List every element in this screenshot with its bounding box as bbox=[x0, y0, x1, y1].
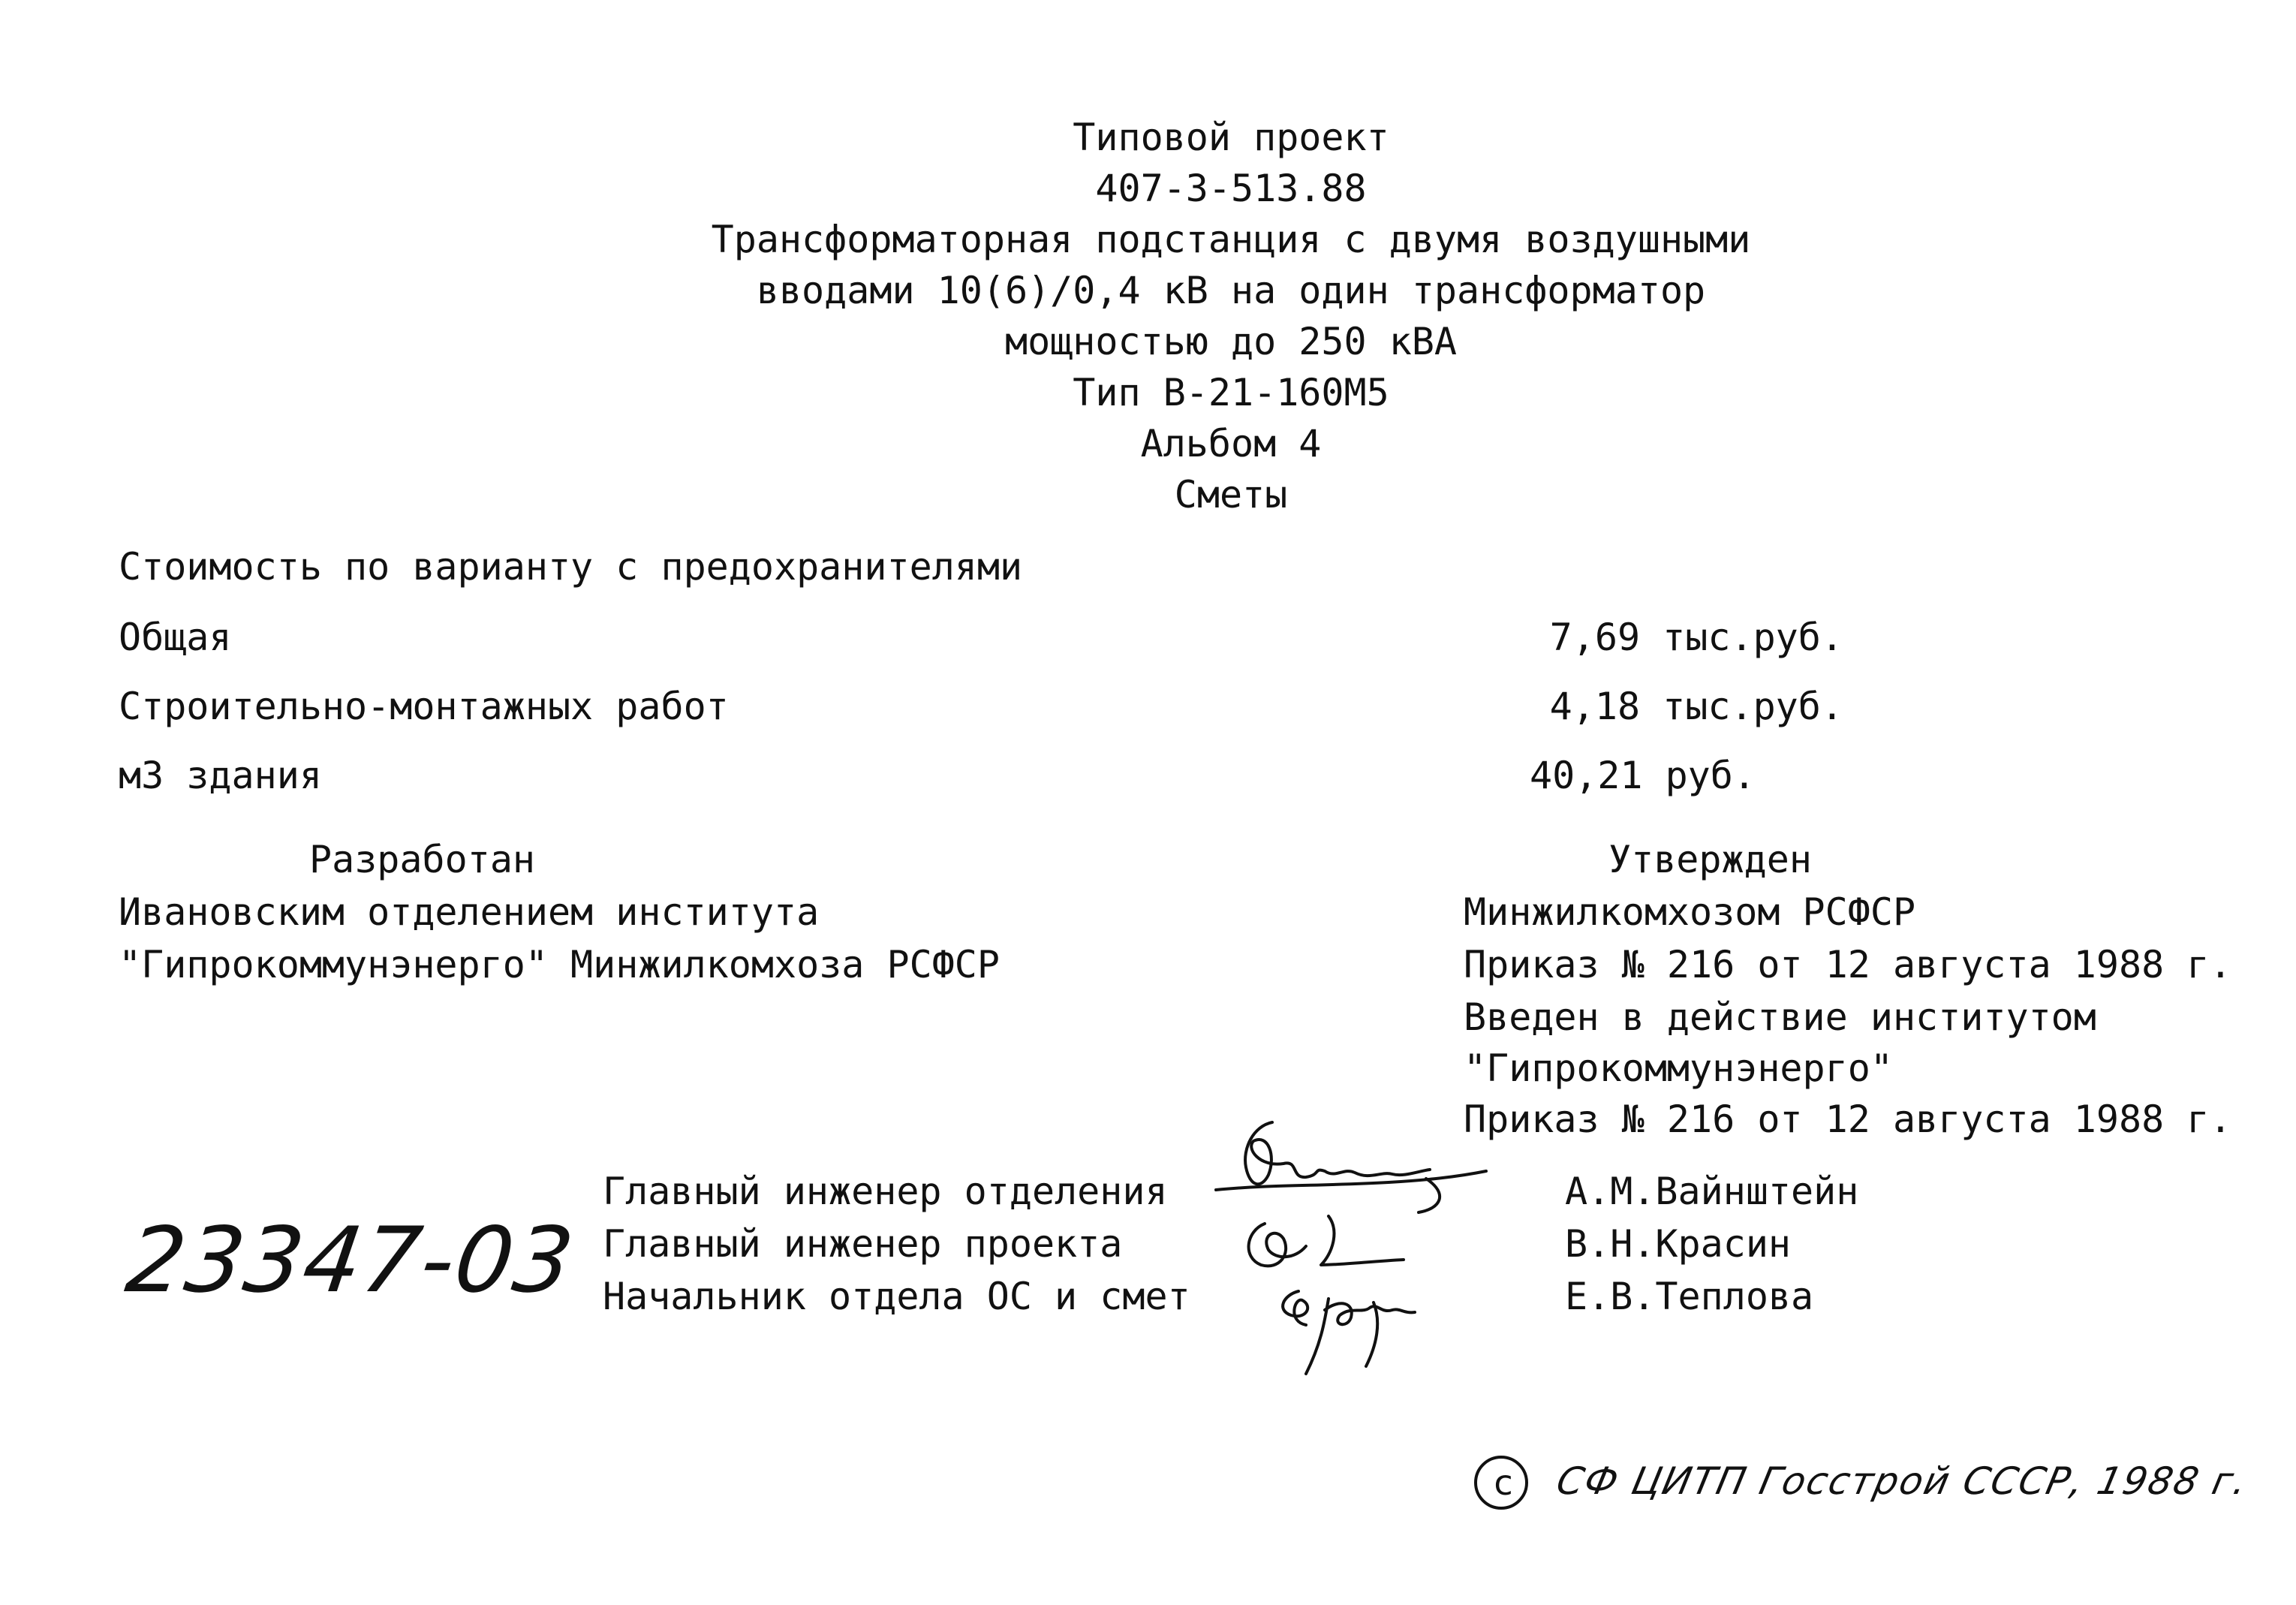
developed-line-2: "Гипрокоммунэнерго" Минжилкомхоза РСФСР bbox=[119, 943, 1000, 986]
album-number: Альбом 4 bbox=[1140, 422, 1322, 465]
cost-heading: Стоимость по варианту с предохранителями bbox=[119, 545, 1023, 589]
developed-title: Разработан bbox=[309, 838, 536, 881]
signature-stroke-2 bbox=[1249, 1224, 1306, 1266]
signature-name-2: В.Н.Красин bbox=[1565, 1222, 1792, 1266]
signature-position-1: Главный инженер отделения bbox=[603, 1170, 1168, 1213]
approved-line-1: Минжилкомхозом РСФСР bbox=[1464, 890, 1916, 934]
signature-stroke-2b bbox=[1321, 1216, 1404, 1265]
approved-line-2: Приказ № 216 от 12 августа 1988 г. bbox=[1464, 943, 2232, 986]
cost-value-per-m3: 40,21 руб. bbox=[1529, 754, 1756, 797]
handwritten-signatures bbox=[1201, 1096, 1516, 1411]
project-number: 407-3-513.88 bbox=[1095, 167, 1367, 210]
signature-stroke-3c bbox=[1325, 1303, 1415, 1324]
approved-line-4: "Гипрокоммунэнерго" bbox=[1464, 1046, 1893, 1090]
signature-stroke-3 bbox=[1283, 1291, 1307, 1325]
approved-line-5: Приказ № 216 от 12 августа 1988 г. bbox=[1464, 1098, 2232, 1141]
project-title-line-3: мощностью до 250 кВА bbox=[1004, 320, 1458, 363]
cost-label-total: Общая bbox=[119, 616, 232, 659]
signature-position-3: Начальник отдела ОС и смет bbox=[603, 1275, 1190, 1318]
cost-value-construction: 4,18 тыс.руб. bbox=[1549, 685, 1843, 728]
document-number: 23347-03 bbox=[120, 1209, 581, 1313]
signature-stroke-1 bbox=[1245, 1122, 1430, 1184]
cost-label-per-m3: м3 здания bbox=[119, 754, 322, 797]
header-line-1: Типовой проект bbox=[1073, 116, 1389, 159]
signature-name-1: А.М.Вайнштейн bbox=[1565, 1170, 1859, 1213]
developed-line-1: Ивановским отделением института bbox=[119, 890, 820, 934]
project-title-line-1: Трансформаторная подстанция с двумя воздушными bbox=[711, 218, 1751, 261]
cost-value-total: 7,69 тыс.руб. bbox=[1549, 616, 1843, 659]
signature-name-3: Е.В.Теплова bbox=[1565, 1275, 1814, 1318]
approved-title: Утвержден bbox=[1608, 838, 1812, 881]
signature-stroke-1c bbox=[1419, 1179, 1440, 1212]
cost-label-construction: Строительно-монтажных работ bbox=[119, 685, 729, 728]
signature-stroke-3d bbox=[1366, 1302, 1377, 1366]
approved-line-3: Введен в действие институтом bbox=[1464, 995, 2096, 1039]
album-title: Сметы bbox=[1174, 473, 1288, 516]
project-type: Тип В-21-160М5 bbox=[1073, 371, 1389, 414]
signature-position-2: Главный инженер проекта bbox=[603, 1222, 1123, 1266]
copyright-text: СФ ЦИТП Госстрой СССР, 1988 г. bbox=[1552, 1459, 2252, 1503]
signature-stroke-1b bbox=[1216, 1171, 1486, 1190]
copyright-letter: c bbox=[1494, 1462, 1513, 1503]
project-title-line-2: вводами 10(6)/0,4 кВ на один трансформатор bbox=[756, 269, 1706, 312]
